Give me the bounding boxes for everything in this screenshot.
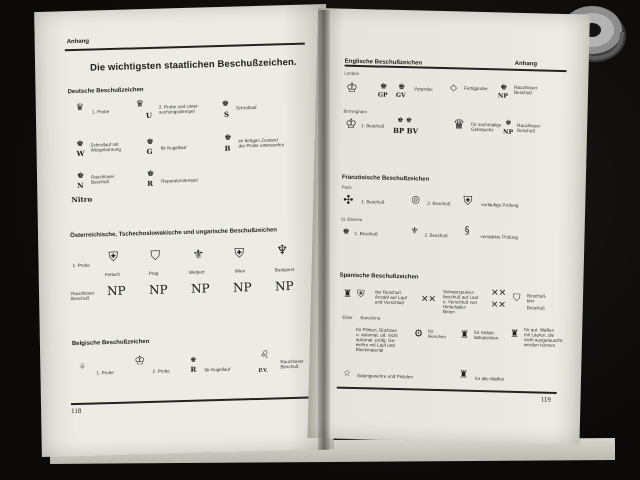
crown-icon: ♚	[397, 81, 406, 92]
left-page	[34, 4, 334, 457]
auto-weapon-mark-icon: ♜	[509, 328, 520, 341]
english-mark-gp: GP	[377, 91, 388, 99]
spanish-heading: Spanische Beschußzeichen	[339, 272, 419, 281]
spanish-crest-2-icon: ⛨	[356, 289, 365, 301]
german-cap-4: Schrotlauf mit Würgebohrung	[90, 141, 121, 153]
spanish-cap-2: Schwarzpulver- beschuß auf Lauf u. Verschluß von Hinterlader- flinten	[442, 289, 479, 315]
crown-icon: ♚	[224, 132, 232, 142]
crown-icon: ♚	[505, 118, 512, 127]
star-icon: ☆	[342, 368, 352, 379]
right-running-head: Anhang	[514, 60, 538, 68]
english-mark-gv: GV	[395, 91, 406, 100]
paris-mark-icon: ✣	[343, 192, 354, 207]
left-page-title: Die wichtigsten staatlichen Beschußzeichen.	[90, 56, 297, 74]
np-mark-4: NP	[232, 280, 252, 295]
barcelona-label: Barcelona	[360, 315, 381, 321]
paris-cap-2: 2. Beschuß	[427, 200, 451, 207]
german-cap-3: Schrotlauf	[235, 104, 257, 111]
left-page-number: 118	[71, 406, 82, 416]
weipert-crest-icon: ⚜	[192, 247, 205, 263]
birmingham-label: Birmingham	[343, 108, 367, 115]
english-mark-np-2: NP	[502, 128, 514, 136]
city-weipert: Weipert	[188, 269, 205, 275]
belgium-heading: Belgische Beschußzeichen	[71, 338, 150, 348]
german-mark-w: W	[76, 148, 85, 158]
spanish-bottom-cap-1: Salongewehre und Pistolen	[356, 373, 414, 380]
german-cap-8: Reparaturstempel	[161, 177, 198, 184]
left-running-head: Anhang	[66, 38, 90, 46]
np-mark-5: NP	[274, 278, 294, 294]
crossed-marks-icon: ✕✕	[490, 288, 507, 299]
french-heading: Französische Beschußzeichen	[341, 174, 430, 183]
birmingham-crossed-icon: ♛	[453, 117, 466, 133]
austria-first-label: 1. Probe	[72, 262, 90, 269]
london-crest-icon: ♔	[345, 80, 358, 96]
ferlach-crest-icon: ⛨	[108, 249, 119, 266]
german-mark-b: B	[224, 143, 231, 153]
wien-crest-icon: ⛨	[234, 246, 245, 262]
right-foot-rule	[337, 387, 557, 394]
english-mark-bpbv: BP BV	[392, 125, 419, 136]
german-mark-u: U	[145, 110, 153, 121]
paris-crest-icon: ⛨	[463, 193, 473, 208]
belgium-cap-2: 2. Probe	[152, 368, 170, 374]
spanish-mid-cap-1: für Flinten, Büchsen u. automat. od. nicht automat. prüfg. Ge- wehre mit Lauf und Blockmaterial	[355, 327, 398, 353]
birmingham-cap-4: Rauchloser Beschuß	[517, 122, 541, 134]
budapest-crest-icon: ♆	[276, 243, 289, 259]
eagle-crown-icon: ♛	[135, 99, 144, 110]
revolver-mark-icon: ⚙	[413, 328, 424, 340]
belgium-cap-4: Rauchloser Beschuß	[280, 358, 304, 370]
german-cap-5: für Kugellauf	[160, 144, 187, 151]
paris-cap-1: 1. Beschuß	[361, 199, 385, 205]
np-mark-3: NP	[190, 281, 210, 296]
st-etienne-cap-2: 2. Beschuß	[424, 232, 448, 239]
crown-icon: ♚	[380, 81, 388, 91]
lion-icon: ♌	[260, 349, 270, 361]
city-wien: Wien	[234, 268, 246, 274]
london-cap-4: Rauchloser Beschuß	[513, 84, 538, 96]
crown-icon: ♚	[190, 355, 197, 364]
crown-icon: ♚	[76, 170, 85, 180]
left-foot-rule	[71, 397, 309, 405]
st-etienne-mark-icon: ⚜	[410, 226, 419, 237]
spanish-crest-icon: ♜	[342, 288, 353, 300]
crown-icon: ♚	[342, 226, 350, 236]
birmingham-cap-3: für nochmalige Gebrauchs	[471, 121, 502, 133]
spanish-cap-4: Beschuß	[526, 305, 545, 311]
pistol-mark-icon: ♜	[459, 329, 470, 341]
german-mark-g: G	[146, 146, 153, 157]
german-mark-n: N	[77, 180, 84, 190]
spanish-cap-1: der Beschuß Anzahl auf Lauf und Verschluß	[374, 289, 407, 306]
right-page-number: 119	[540, 395, 551, 404]
paris-label: Paris	[341, 184, 352, 190]
belgium-cap-3: für Kugellauf	[204, 366, 231, 373]
city-budapest: Budapest	[274, 266, 295, 273]
eibar-label: Eibar	[342, 314, 353, 320]
german-heading: Deutsche Beschußzeichen	[67, 87, 144, 96]
left-head-rule	[65, 43, 305, 51]
crown-icon: ♚	[500, 82, 508, 92]
belgium-mark-r: R	[190, 364, 197, 374]
german-cap-6: im fertigen Zustand der Probe unterworfen	[238, 137, 285, 149]
paris-circle-icon: ◎	[411, 194, 421, 206]
book-gutter	[318, 10, 330, 450]
crossed-swords-icon: ✕✕	[420, 294, 437, 305]
crown-icon: ♚	[146, 136, 154, 147]
london-cap-3: Fertigprobe	[464, 85, 488, 92]
austria-smokeless-label: Rauchloser Beschuß	[71, 290, 95, 302]
crossed-marks-2-icon: ✕✕	[490, 300, 506, 311]
prag-crest-icon: ⛉	[150, 248, 161, 264]
austria-heading: Österreichische, Tschechoslowakische und ungarische Beschußzeichen	[70, 227, 278, 240]
crown-icon: ♚	[76, 138, 84, 148]
st-etienne-cap-3: verstärkte Prüfung	[480, 234, 519, 240]
spanish-mid-cap-4: für aut. Waffen mit Läufen, die nicht ausgetauscht werden können	[523, 327, 563, 348]
spanish-mid-cap-2: für Revolver	[427, 328, 447, 340]
city-prag: Prag	[148, 270, 159, 276]
st-etienne-s-icon: §	[464, 225, 470, 237]
right-page	[307, 8, 589, 445]
np-mark-2: NP	[148, 282, 168, 297]
st-etienne-cap-1: 1. Beschuß	[354, 230, 378, 237]
city-ferlach: Ferlach	[104, 271, 121, 278]
english-heading: Englische Beschußzeichen	[344, 58, 423, 67]
belgium-cap-1: 1. Probe	[96, 369, 114, 376]
german-cap-1: 1. Probe	[91, 109, 110, 115]
paris-cap-3: vorläufige Prüfung	[481, 202, 519, 208]
german-mark-s: S	[223, 109, 230, 119]
crown-icon: ♚	[146, 168, 155, 179]
spanish-shield-icon: ⛉	[512, 292, 521, 305]
birmingham-cap-1: 1. Beschuß	[361, 123, 385, 129]
german-mark-r: R	[147, 178, 154, 189]
crown-icon: ♚ ♚	[397, 115, 413, 125]
english-mark-np: NP	[497, 92, 508, 100]
london-label: London	[344, 70, 360, 77]
london-cap-1: Vorprobe	[413, 86, 433, 92]
german-cap-2: 2. Probe und Unter- suchungsstempel	[158, 103, 200, 115]
np-mark-1: NP	[106, 283, 126, 299]
belgian-mark-2-icon: ♔	[134, 353, 146, 368]
diamond-mark-icon: ◇	[449, 83, 458, 94]
belgium-mark-pv: P.V.	[258, 367, 268, 374]
crown-icon: ♚	[221, 98, 230, 108]
german-mark-nitro: Nitro	[71, 194, 93, 205]
eagle-crown-icon: ♛	[75, 102, 84, 114]
castle-icon: ♜	[458, 369, 469, 381]
german-cap-7: Rauchloser Beschuß	[90, 173, 115, 185]
spanish-bottom-cap-2: für alle Waffen	[474, 375, 505, 382]
spanish-mid-cap-3: für Selbst- ladepistolen	[473, 329, 499, 341]
birmingham-crest-icon: ♔	[344, 116, 358, 132]
spanish-cap-3: Beschuß- bier	[526, 293, 547, 304]
st-etienne-label: St. Etienne	[340, 216, 363, 223]
belgian-mark-1-icon: ⚘	[78, 362, 87, 373]
